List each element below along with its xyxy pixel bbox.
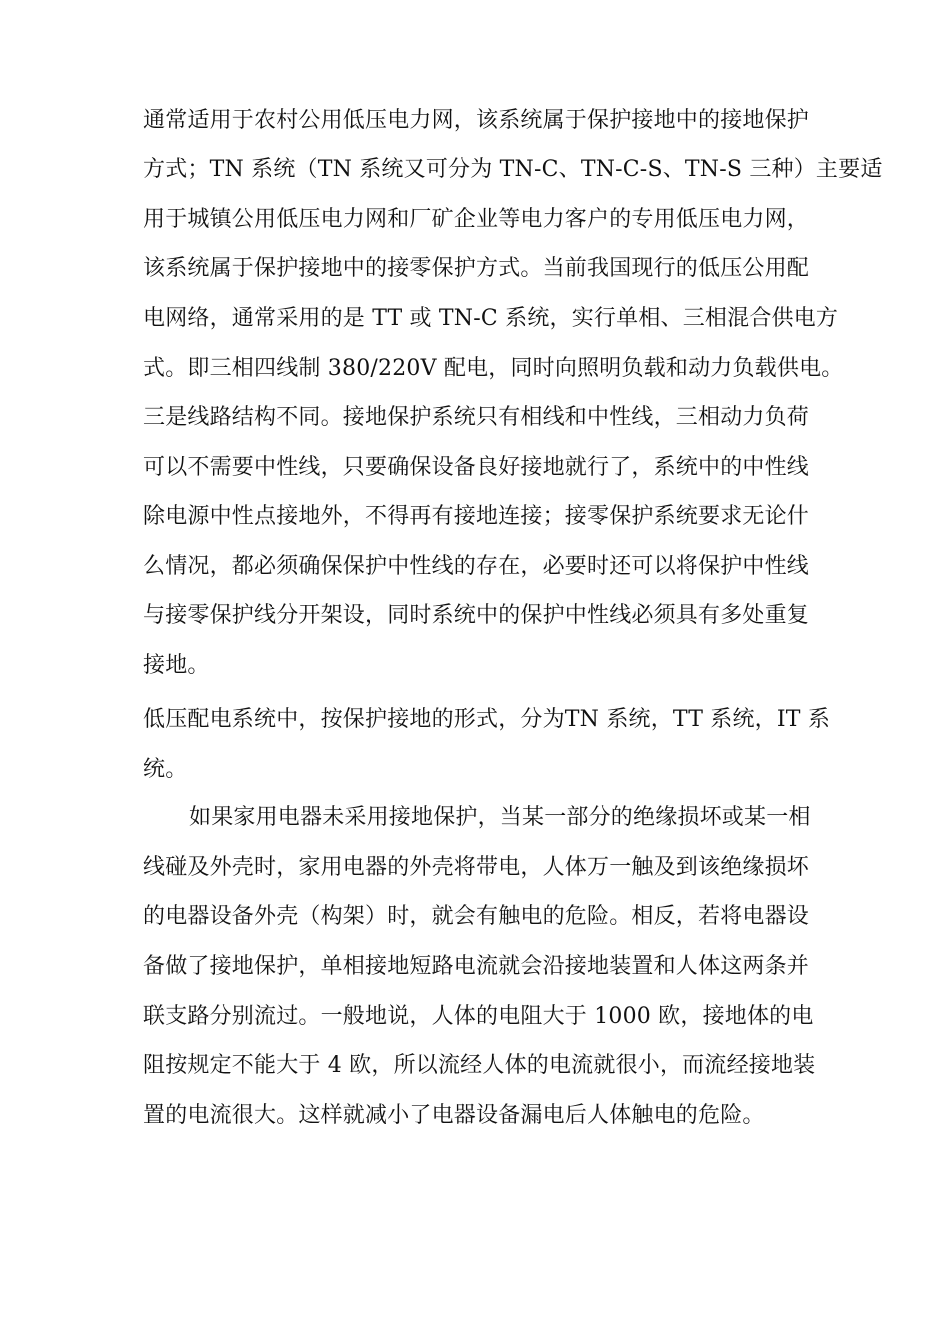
paragraph-1-line-11: 与接零保护线分开架设，同时系统中的保护中性线必须具有多处重复	[143, 603, 810, 628]
paragraph-3-line-3: 的电器设备外壳（构架）时，就会有触电的危险。相反，若将电器设	[143, 904, 810, 929]
paragraph-2-line-2: 统。	[143, 757, 188, 782]
paragraph-1-line-6: 式。即三相四线制 380/220V 配电，同时向照明负载和动力负载供电。	[143, 356, 844, 381]
paragraph-1-line-3: 用于城镇公用低压电力网和厂矿企业等电力客户的专用低压电力网，	[143, 207, 810, 232]
paragraph-1-line-5: 电网络，通常采用的是 TT 或 TN-C 系统，实行单相、三相混合供电方	[143, 306, 839, 331]
paragraph-1-line-10: 么情况，都必须确保保护中性线的存在，必要时还可以将保护中性线	[143, 554, 810, 579]
paragraph-1-line-9: 除电源中性点接地外，不得再有接地连接；接零保护系统要求无论什	[143, 504, 810, 529]
paragraph-3-line-2: 线碰及外壳时，家用电器的外壳将带电，人体万一触及到该绝缘损坏	[143, 855, 810, 880]
paragraph-3-line-1: 如果家用电器未采用接地保护，当某一部分的绝缘损坏或某一相	[189, 805, 811, 830]
paragraph-3-line-7: 置的电流很大。这样就减小了电器设备漏电后人体触电的危险。	[143, 1103, 765, 1128]
paragraph-1-line-8: 可以不需要中性线，只要确保设备良好接地就行了，系统中的中性线	[143, 455, 810, 480]
paragraph-3-line-4: 备做了接地保护，单相接地短路电流就会沿接地装置和人体这两条并	[143, 954, 810, 979]
paragraph-1-line-7: 三是线路结构不同。接地保护系统只有相线和中性线，三相动力负荷	[143, 405, 810, 430]
paragraph-3-line-6: 阻按规定不能大于 4 欧，所以流经人体的电流就很小，而流经接地装	[143, 1053, 816, 1078]
paragraph-1-line-1: 通常适用于农村公用低压电力网，该系统属于保护接地中的接地保护	[143, 108, 810, 133]
paragraph-1-line-12: 接地。	[143, 653, 210, 678]
paragraph-2-line-1: 低压配电系统中，按保护接地的形式，分为TN 系统，TT 系统，IT 系	[143, 707, 831, 732]
paragraph-1-line-2: 方式；TN 系统（TN 系统又可分为 TN-C、TN-C-S、TN-S 三种）主要适	[143, 157, 883, 182]
paragraph-1-line-4: 该系统属于保护接地中的接零保护方式。当前我国现行的低压公用配	[143, 256, 810, 281]
paragraph-3-line-5: 联支路分别流过。一般地说，人体的电阻大于 1000 欧，接地体的电	[143, 1004, 814, 1029]
